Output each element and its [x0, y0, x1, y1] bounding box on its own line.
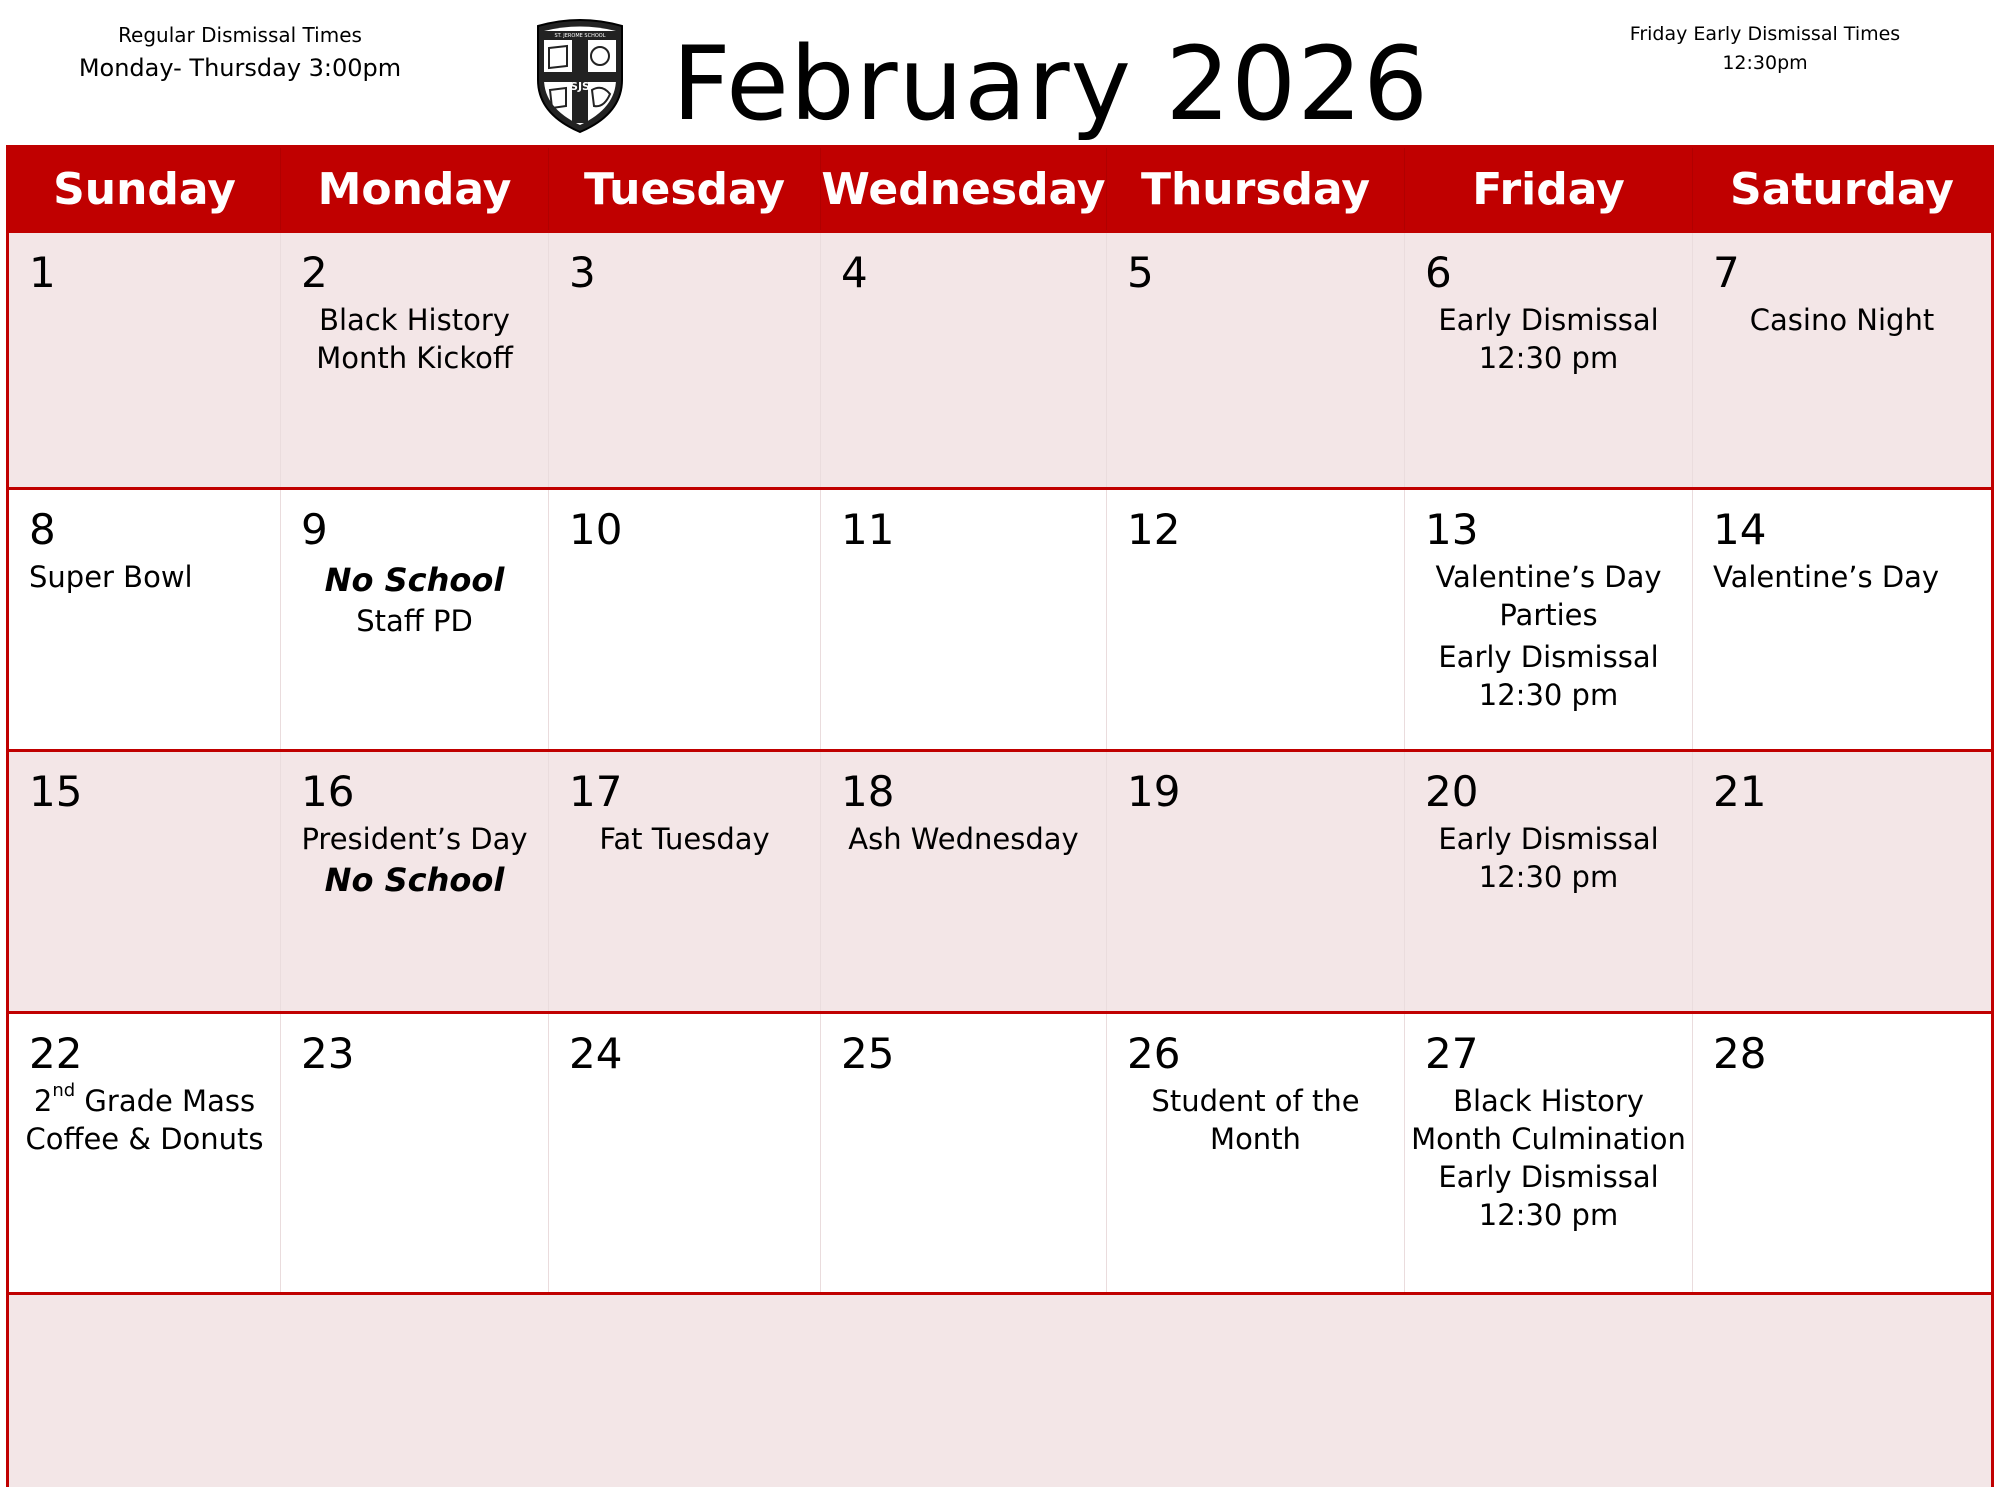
day-number: 19: [1127, 767, 1181, 816]
day-number: 12: [1127, 505, 1181, 554]
regular-dismissal-label: Regular Dismissal Times: [118, 23, 362, 47]
day-cell: [1107, 752, 1405, 1011]
day-cell: [1107, 1014, 1405, 1292]
week-row: [9, 1011, 1991, 1292]
day-cell: [549, 752, 821, 1011]
day-cell: [549, 490, 821, 749]
week-row: [9, 230, 1991, 487]
day-number: 20: [1425, 767, 1479, 816]
day-cell: [9, 490, 281, 749]
day-cell: [1405, 752, 1693, 1011]
day-of-week-header: [9, 148, 1991, 230]
day-cell: [1107, 233, 1405, 487]
day-cell: [821, 1014, 1107, 1292]
day-number: 9: [301, 505, 328, 554]
early-dismissal-info: [1600, 20, 1930, 78]
day-number: 14: [1713, 505, 1767, 554]
day-cell: [1405, 1014, 1693, 1292]
day-cell: [281, 752, 549, 1011]
day-number: 26: [1127, 1029, 1181, 1078]
day-number: 22: [29, 1029, 83, 1078]
dow-sunday: Sunday: [9, 148, 281, 230]
ordinal-number: 2: [33, 1084, 53, 1118]
dow-tuesday: Tuesday: [549, 148, 821, 230]
school-crest-logo: [532, 18, 628, 134]
dow-monday: Monday: [281, 148, 549, 230]
day-number: 1: [29, 248, 56, 297]
day-cell: [1405, 490, 1693, 749]
day-number: 2: [301, 248, 328, 297]
day-number: 16: [301, 767, 355, 816]
week-row: [9, 487, 1991, 749]
day-number: 4: [841, 248, 868, 297]
event-text: Super Bowl: [29, 560, 193, 594]
day-number: 10: [569, 505, 623, 554]
event-text: Early Dismissal 12:30 pm: [1438, 822, 1659, 894]
day-cell: [9, 233, 281, 487]
calendar-grid: [6, 145, 1994, 1487]
day-cell: [9, 752, 281, 1011]
week-row-empty: [9, 1292, 1991, 1487]
day-cell: [1693, 1014, 1991, 1292]
day-cell: [821, 490, 1107, 749]
event-text-tail: Grade Mass: [75, 1084, 256, 1118]
dow-friday: Friday: [1405, 148, 1693, 230]
event-text-no-school: No School: [324, 561, 505, 599]
day-cell: [281, 490, 549, 749]
event-text: Early Dismissal 12:30 pm: [1438, 640, 1659, 712]
event-text: Early Dismissal 12:30 pm: [1438, 303, 1659, 375]
day-cell: [281, 233, 549, 487]
event-text: Black History Month Kickoff: [316, 303, 513, 375]
event-text: Valentine’s Day: [1713, 560, 1940, 594]
crest-letters: SJS: [570, 80, 590, 93]
day-number: 21: [1713, 767, 1767, 816]
day-number: 15: [29, 767, 83, 816]
day-number: 3: [569, 248, 596, 297]
day-cell: [1405, 233, 1693, 487]
early-dismissal-label: Friday Early Dismissal Times: [1629, 23, 1901, 45]
dow-saturday: Saturday: [1730, 163, 1954, 215]
event-text: Fat Tuesday: [599, 822, 770, 856]
event-text: Valentine’s Day Parties: [1435, 560, 1662, 632]
day-number: 28: [1713, 1029, 1767, 1078]
day-number: 25: [841, 1029, 895, 1078]
day-cell: [281, 1014, 549, 1292]
day-number: 7: [1713, 248, 1740, 297]
regular-dismissal-info: [60, 20, 420, 86]
day-number: 18: [841, 767, 895, 816]
event-text-no-school: No School: [324, 861, 505, 899]
day-number: 17: [569, 767, 623, 816]
event-text: Staff PD: [356, 604, 473, 638]
event-text: Student of the Month: [1151, 1084, 1360, 1156]
event-text: Black History Month Culmination: [1411, 1084, 1686, 1156]
crest-banner-text: ST. JEROME SCHOOL: [554, 33, 606, 39]
day-number: 24: [569, 1029, 623, 1078]
regular-dismissal-times: Monday- Thursday 3:00pm: [78, 54, 402, 82]
event-text: President’s Day: [301, 822, 528, 856]
day-cell: [9, 1014, 281, 1292]
event-text: Casino Night: [1749, 303, 1935, 337]
day-cell: [1693, 752, 1991, 1011]
day-cell: [1693, 490, 1991, 749]
day-number: 13: [1425, 505, 1479, 554]
day-number: 11: [841, 505, 895, 554]
dow-wednesday: Wednesday: [821, 148, 1107, 230]
day-cell: [821, 233, 1107, 487]
week-row: [9, 749, 1991, 1011]
page-title: February 2026: [672, 25, 1429, 144]
day-number: 6: [1425, 248, 1452, 297]
early-dismissal-time: 12:30pm: [1722, 52, 1808, 74]
day-cell: [549, 233, 821, 487]
ordinal-suffix: nd: [52, 1080, 76, 1101]
day-cell: [1107, 490, 1405, 749]
day-cell: [821, 752, 1107, 1011]
day-number: 23: [301, 1029, 355, 1078]
event-text: [15, 1082, 274, 1120]
day-number: 5: [1127, 248, 1154, 297]
dow-thursday: Thursday: [1107, 148, 1405, 230]
day-cell: [1693, 233, 1991, 487]
day-number: 27: [1425, 1029, 1479, 1078]
day-cell: [549, 1014, 821, 1292]
event-text: Ash Wednesday: [848, 822, 1079, 856]
event-text: Early Dismissal 12:30 pm: [1438, 1160, 1659, 1232]
event-text: Coffee & Donuts: [25, 1122, 264, 1156]
day-number: 8: [29, 505, 56, 554]
